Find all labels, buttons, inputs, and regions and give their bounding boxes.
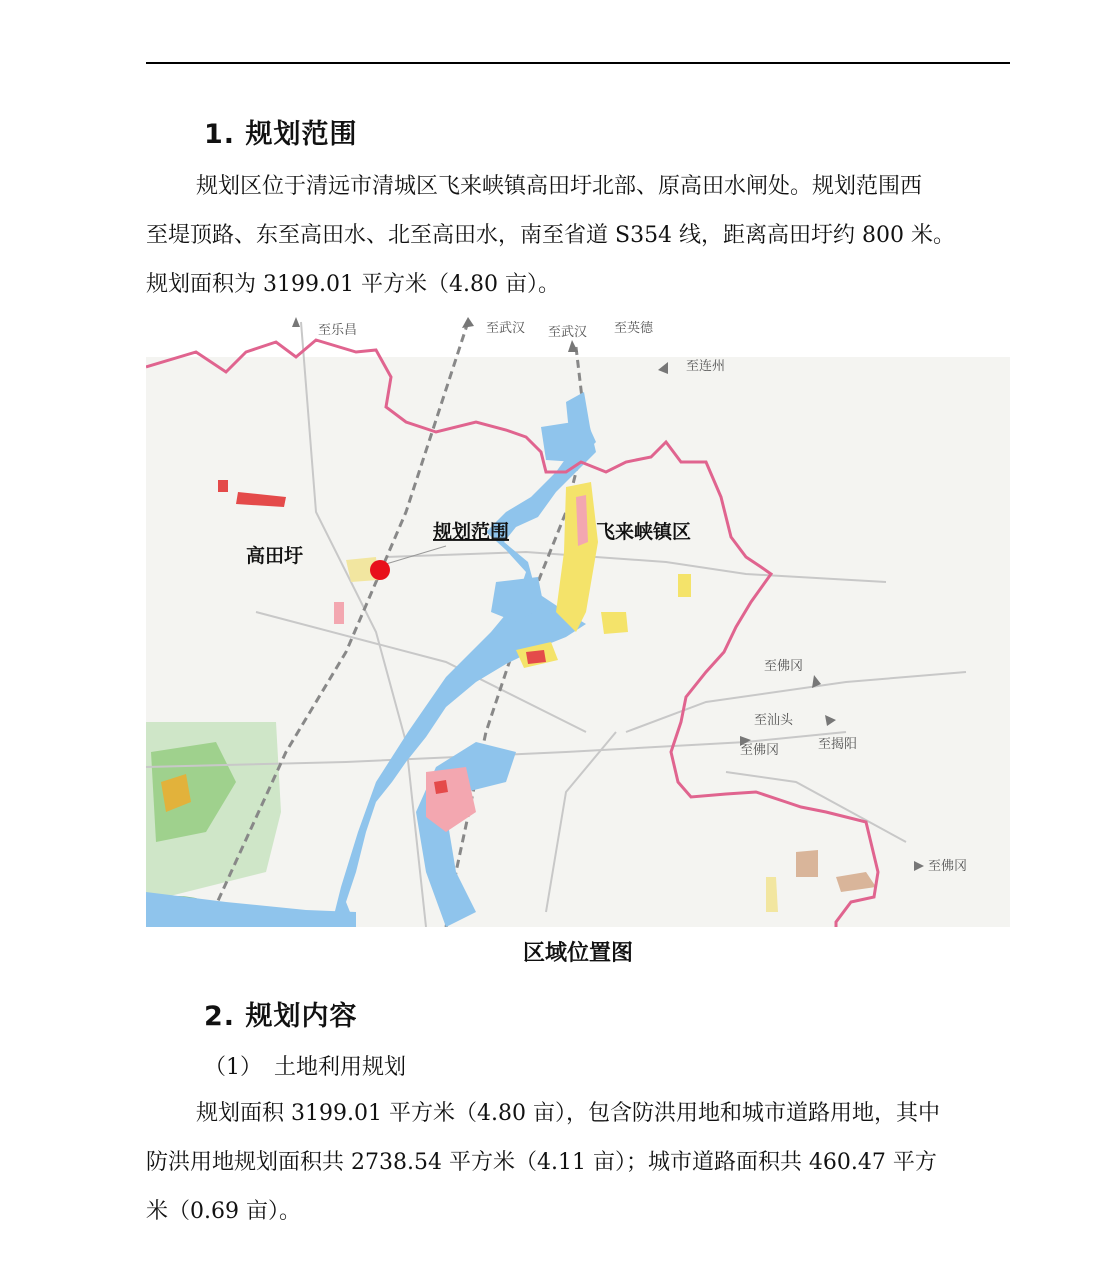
section-1-paragraph — [146, 162, 1012, 309]
section-2-heading: 2. 规划内容 — [204, 1001, 358, 1032]
label-to-lechang: 至乐昌 — [318, 323, 358, 338]
subsection-number: （1） — [204, 1055, 262, 1080]
label-feilaixia-town: 飞来峡镇区 — [596, 521, 692, 543]
label-to-wuhan-1: 至武汉 — [486, 321, 526, 336]
label-to-shantou: 至汕头 — [754, 713, 794, 728]
label-to-fogang-1: 至佛冈 — [764, 659, 804, 674]
paragraph-line: 至堤顶路、东至高田水、北至高田水，南至省道 S354 线，距离高田圩约 800 米。 — [146, 223, 956, 248]
label-to-yingde: 至英德 — [614, 321, 654, 336]
header-rule — [146, 62, 1010, 64]
map-caption: 区域位置图 — [522, 941, 633, 966]
paragraph-line: 米（0.69 亩）。 — [146, 1199, 301, 1224]
section-2-paragraph — [146, 1089, 1012, 1236]
subsection-title: 土地利用规划 — [274, 1055, 407, 1080]
planning-site-marker — [370, 560, 390, 580]
label-to-jieyang: 至揭阳 — [818, 737, 858, 752]
regional-location-map — [146, 312, 1010, 927]
paragraph-line: 防洪用地规划面积共 2738.54 平方米（4.11 亩）；城市道路面积共 460.47 平方 — [146, 1150, 937, 1175]
subsection-heading — [204, 1050, 406, 1081]
label-planning-area: 规划范围 — [433, 521, 510, 543]
label-to-fogang-3: 至佛冈 — [928, 859, 968, 874]
label-to-wuhan-2: 至武汉 — [548, 325, 588, 340]
paragraph-line: 规划面积为 3199.01 平方米（4.80 亩）。 — [146, 272, 560, 297]
paragraph-line: 规划区位于清远市清城区飞来峡镇高田圩北部、原高田水闸处。规划范围西 — [196, 174, 923, 199]
label-to-fogang-2: 至佛冈 — [740, 743, 780, 758]
label-to-lianzhou: 至连州 — [686, 359, 726, 374]
paragraph-line: 规划面积 3199.01 平方米（4.80 亩），包含防洪用地和城市道路用地，其中 — [196, 1101, 940, 1126]
label-gaotianxu: 高田圩 — [246, 545, 304, 567]
section-1-heading: 1. 规划范围 — [204, 119, 358, 150]
